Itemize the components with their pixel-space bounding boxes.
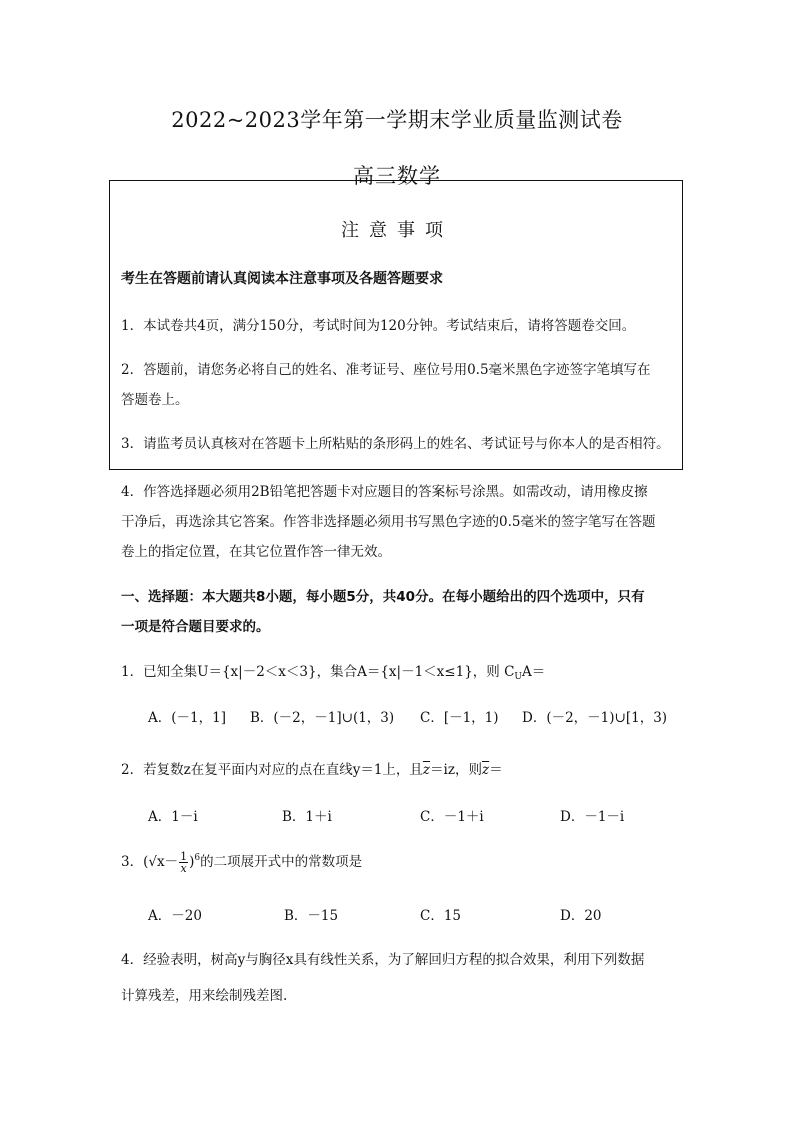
q3-option-d: D．20 [560, 908, 602, 924]
q1-option-a: A．(－1，1] [148, 710, 226, 726]
q2-stem-b: ＝iz，则 [430, 762, 482, 778]
question-4-line-1: 4．经验表明，树高y与胸径x具有线性关系，为了解回归方程的拟合效果，利用下列数据 [121, 952, 645, 968]
q1-stem-subscript: U [514, 672, 523, 682]
question-2-stem [121, 758, 503, 778]
q2-stem-c: ＝ [489, 762, 503, 778]
q2-z-conjugate-2: $\overline{z}$ [481, 762, 490, 778]
q1-stem-tail: A＝ [522, 664, 546, 680]
section-1-heading: 一、选择题：本大题共8小题，每小题5分，共40分。在每小题给出的四个选项中，只有 [121, 589, 645, 605]
q3-option-a: A．－20 [148, 908, 202, 924]
q3-prefix: 3．(√x－ [121, 854, 179, 870]
question-1-stem [121, 660, 545, 682]
notice-item-4-line-2: 干净后，再选涂其它答案。作答非选择题必须用书写黑色字迹的0.5毫米的签字笔写在答题 [121, 514, 656, 530]
notice-item-2: 2．答题前，请您务必将自己的姓名、准考证号、座位号用0.5毫米黑色字迹签字笔填写在 [121, 362, 651, 378]
q2-option-c: C．－1＋i [420, 809, 484, 825]
q2-option-a: A．1－i [148, 809, 198, 825]
q3-fraction-numerator: 1 [180, 850, 188, 863]
notice-item-4-line-3: 卷上的指定位置，在其它位置作答一律无效。 [121, 544, 391, 560]
notice-item-3: 3．请监考员认真核对在答题卡上所粘贴的条形码上的姓名、考试证号与你本人的是否相符。 [121, 436, 670, 452]
q1-option-c: C．[－1，1) [420, 710, 499, 726]
q3-tail: 的二项展开式中的常数项是 [200, 854, 363, 870]
q3-suffix: ) [189, 854, 195, 870]
section-1-heading-cont: 一项是符合题目要求的。 [121, 619, 270, 635]
q1-stem-text: 1．已知全集U＝{x|－2＜x＜3}，集合A＝{x|－1＜x≤1}，则 C [121, 664, 515, 680]
q2-stem-a: 2．若复数z在复平面内对应的点在直线y＝1上，且 [121, 762, 423, 778]
exam-subtitle: 高三数学 [353, 164, 441, 188]
question-4-line-2: 计算残差，用来绘制残差图. [121, 988, 288, 1004]
q1-option-b: B．(－2，－1]∪(1，3) [250, 710, 395, 726]
q2-option-b: B．1＋i [282, 809, 332, 825]
q2-z-conjugate-1: $\overline{z}$ [422, 762, 431, 778]
notice-item-2-cont: 答题卷上。 [121, 392, 189, 408]
notice-item-1: 1．本试卷共4页，满分150分，考试时间为120分钟。考试结束后，请将答题卷交回。 [121, 318, 636, 334]
q3-fraction [179, 851, 188, 874]
q2-option-d: D．－1－i [560, 809, 625, 825]
q3-exponent: 6 [194, 853, 201, 863]
notice-intro: 考生在答题前请认真阅读本注意事项及各题答题要求 [121, 271, 443, 287]
notice-item-4-line-1: 4．作答选择题必须用2B铅笔把答题卡对应题目的答案标号涂黑。如需改动，请用橡皮擦 [121, 484, 648, 500]
q3-option-b: B．－15 [284, 908, 339, 924]
q3-option-c: C．15 [420, 908, 462, 924]
notice-heading: 注意事项 [341, 220, 453, 241]
exam-title: 2022~2023学年第一学期末学业质量监测试卷 [171, 108, 623, 132]
q3-fraction-denominator: x [180, 862, 187, 875]
question-3-stem [121, 850, 362, 874]
q1-option-d: D．(－2，－1)∪[1，3) [522, 710, 668, 726]
